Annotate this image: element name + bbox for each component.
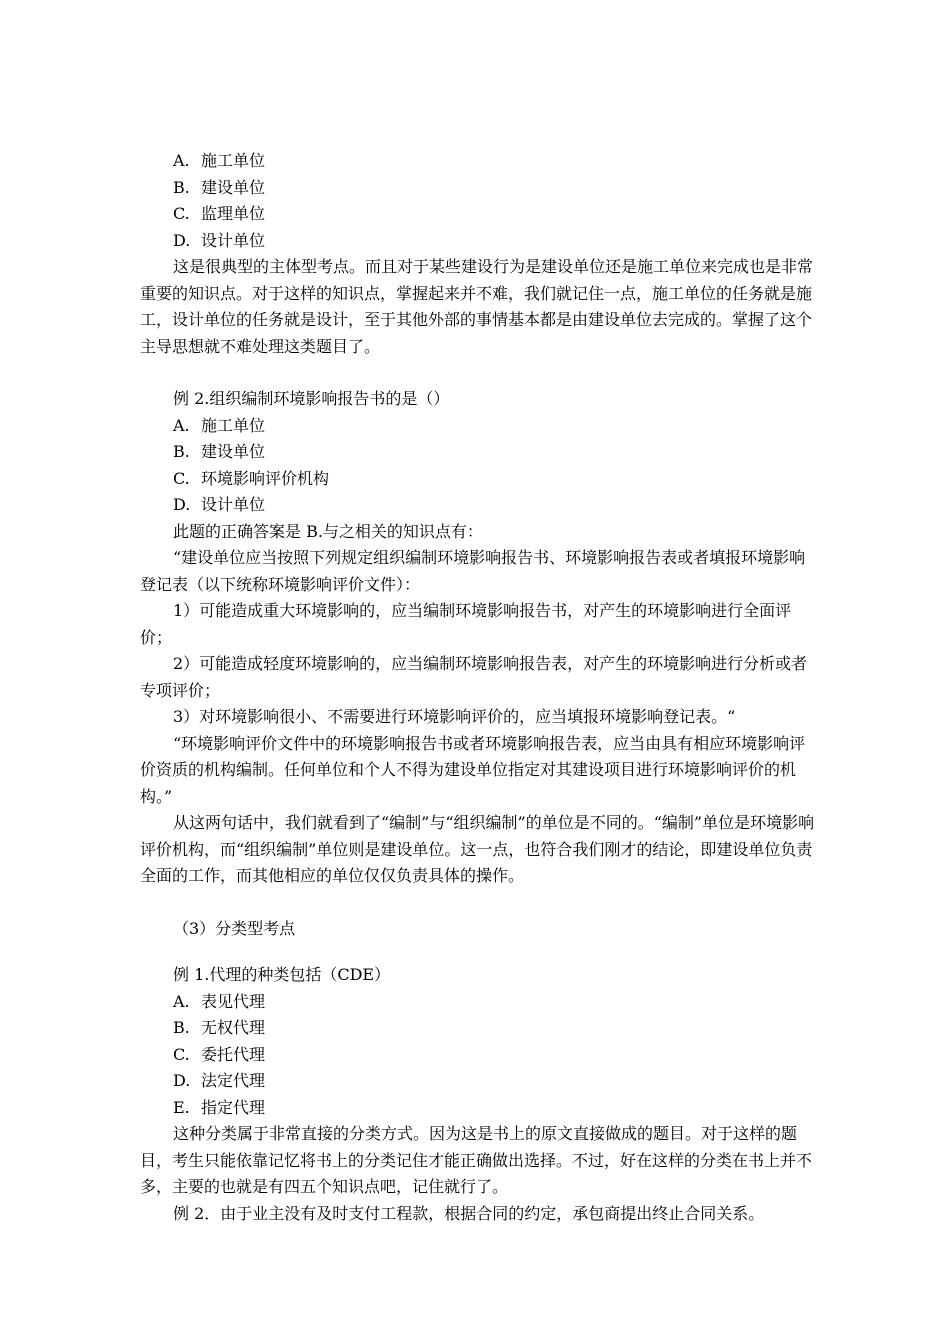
option-d: D. 法定代理 [173, 1071, 266, 1090]
option-list [140, 989, 820, 1122]
option-d: D. 设计单位 [173, 230, 266, 250]
option-d: D. 设计单位 [173, 495, 266, 514]
section-heading: （3）分类型考点 [173, 918, 296, 938]
quote-paragraph-2: “环境影响评价文件中的环境影响报告书或者环境影响报告表，应当由具有相应环境影响评价资质的机构编制。任何单位和个人不得为建设单位指定对其建设项目进行环境影响评价的机构。” [140, 733, 806, 806]
rule-item-1: 1）可能造成重大环境影响的，应当编制环境影响报告书，对产生的环境影响进行全面评价； [140, 601, 792, 647]
option-b: B. 建设单位 [173, 177, 266, 197]
option-b: B. 无权代理 [173, 1018, 266, 1037]
question-example-2: 例 2.组织编制环境影响报告书的是（） [173, 389, 450, 408]
answer-paragraph: 此题的正确答案是 B.与之相关的知识点有： [173, 521, 483, 541]
option-list [140, 413, 820, 519]
explanation-paragraph: 这种分类属于非常直接的分类方式。因为这是书上的原文直接做成的题目。对于这样的题目，考生只能依靠记忆将书上的分类记住才能正确做出选择。不过，好在这样的分类在书上并不多，主要的也就是有四五个知识点吧，记住就行了。 [140, 1124, 813, 1196]
option-a: A. 表见代理 [173, 991, 266, 1011]
option-a: A. 施工单位 [173, 151, 266, 170]
question-example-2b: 例 2．由于业主没有及时支付工程款，根据合同的约定，承包商提出终止合同关系。 [173, 1203, 765, 1223]
option-c: C. 委托代理 [173, 1044, 266, 1064]
question-example-1: 例 1.代理的种类包括（CDE） [173, 965, 391, 984]
option-c: C. 监理单位 [173, 204, 266, 223]
option-c: C. 环境影响评价机构 [173, 468, 330, 488]
analysis-paragraph: 从这两句话中，我们就看到了“编制”与“组织编制”的单位是不同的。“编制”单位是环境影响评价机构，而“组织编制”单位则是建设单位。这一点，也符合我们刚才的结论，即建设单位负责全面的工作，而其他相应的单位仅仅负责具体的操作。 [140, 813, 815, 885]
quote-paragraph: “建设单位应当按照下列规定组织编制环境影响报告书、环境影响报告表或者填报环境影响登记表（以下统称环境影响评价文件）： [140, 548, 806, 594]
option-a: A. 施工单位 [173, 415, 266, 435]
document-page [140, 148, 820, 1227]
option-list [140, 148, 820, 254]
rule-item-2: 2）可能造成轻度环境影响的，应当编制环境影响报告表，对产生的环境影响进行分析或者专项评价； [140, 654, 808, 700]
option-e: E. 指定代理 [173, 1097, 266, 1117]
option-b: B. 建设单位 [173, 442, 266, 461]
rule-item-3: 3）对环境影响很小、不需要进行环境影响评价的，应当填报环境影响登记表。“ [173, 707, 736, 726]
explanation-paragraph: 这是很典型的主体型考点。而且对于某些建设行为是建设单位还是施工单位来完成也是非常重要的知识点。对于这样的知识点，掌握起来并不难，我们就记住一点，施工单位的任务就是施工，设计单位的任务就是设计，至于其他外部的事情基本都是由建设单位去完成的。掌握了这个主导思想就不难处理这类题目了。 [140, 257, 814, 356]
